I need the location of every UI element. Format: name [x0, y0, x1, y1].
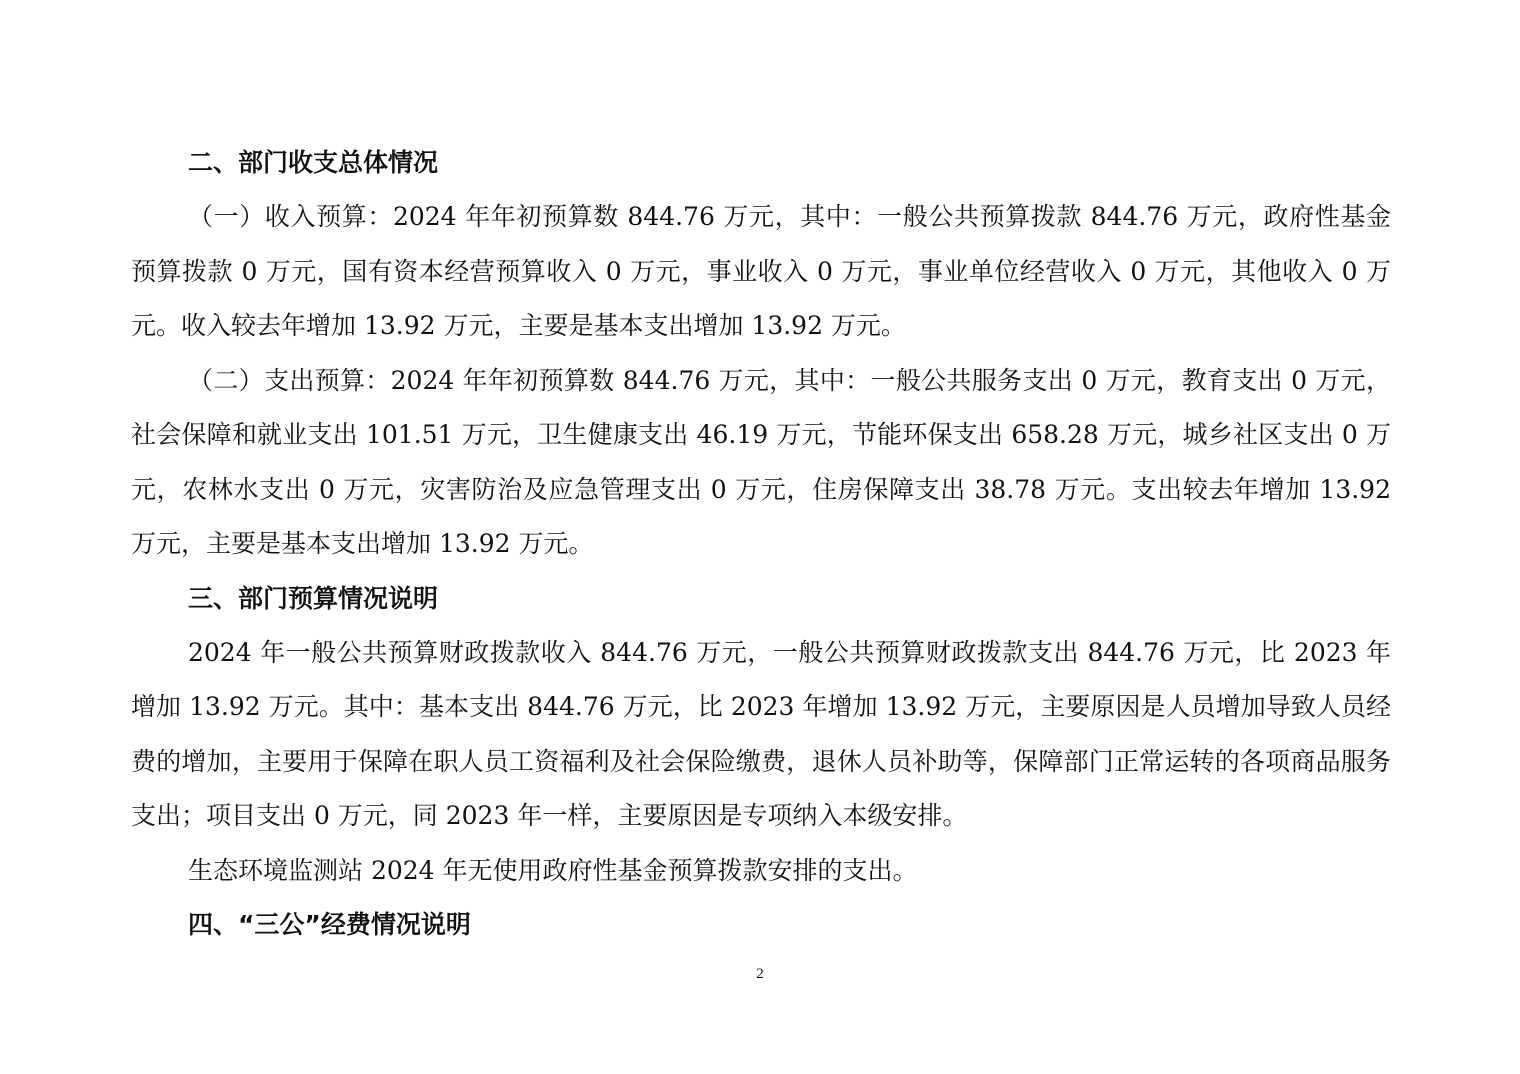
page-content [131, 136, 1391, 952]
expenditure-budget-paragraph: （二）支出预算：2024 年年初预算数 844.76 万元，其中：一般公共服务支出 0 万元，教育支出 0 万元，社会保障和就业支出 101.51 万元，卫生健康支出 46.19 万元，节能环保支出 658.28 万元，城乡社区支出 0 万元，农林水支出 0 万元，灾害防治及应急管理支出 0 万元，住房保障支出 38.78 万元。支出较去年增加 13.92 万元，主要是基本支出增加 13.92 万元。 [131, 365, 1391, 558]
section-heading-3: 三、部门预算情况说明 [188, 583, 439, 613]
section-heading-2: 二、部门收支总体情况 [188, 148, 439, 177]
page-number: 2 [756, 966, 764, 982]
section-heading-4: 四、“三公”经费情况说明 [188, 910, 471, 939]
budget-explanation-paragraph: 2024 年一般公共预算财政拨款收入 844.76 万元，一般公共预算财政拨款支出 844.76 万元，比 2023 年增加 13.92 万元。其中：基本支出 844.76 万元，比 2023 年增加 13.92 万元，主要原因是人员增加导致人员经费的增加，主要用于保障在职人员工资福利及社会保险缴费，退休人员补助等，保障部门正常运转的各项商品服务支出；项目支出 0 万元，同 2023 年一样，主要原因是专项纳入本级安排。 [131, 637, 1391, 830]
income-budget-paragraph: （一）收入预算：2024 年年初预算数 844.76 万元，其中：一般公共预算拨款 844.76 万元，政府性基金预算拨款 0 万元，国有资本经营预算收入 0 万元，事业收入 0 万元，事业单位经营收入 0 万元，其他收入 0 万元。收入较去年增加 13.92 万元，主要是基本支出增加 13.92 万元。 [131, 202, 1391, 340]
government-fund-paragraph: 生态环境监测站 2024 年无使用政府性基金预算拨款安排的支出。 [188, 855, 918, 885]
